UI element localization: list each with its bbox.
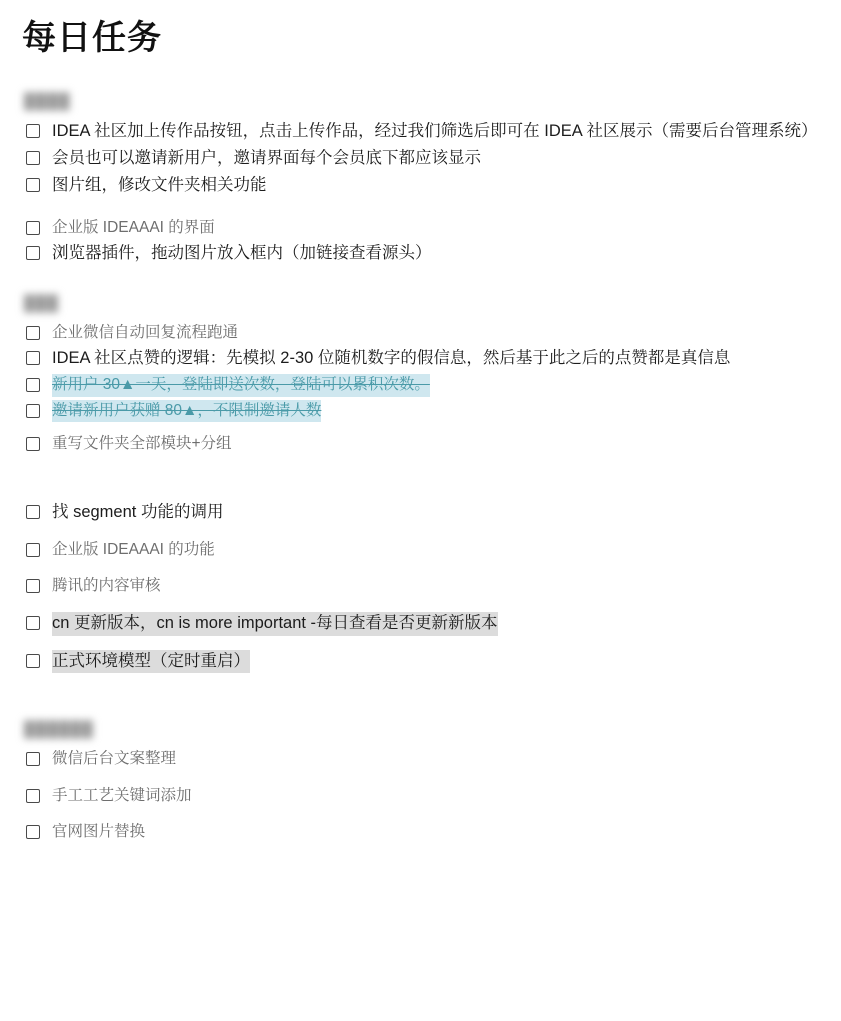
task-label: 官网图片替换 — [52, 823, 146, 841]
task-item[interactable] — [22, 374, 819, 396]
task-item[interactable] — [22, 748, 819, 770]
task-item[interactable] — [22, 400, 819, 422]
task-checkbox[interactable] — [26, 124, 40, 138]
task-checkbox[interactable] — [26, 654, 40, 668]
task-label: 腾讯的内容审核 — [52, 577, 161, 595]
group-header-label: ███ — [24, 294, 59, 312]
task-checkbox[interactable] — [26, 246, 40, 260]
task-group-2 — [22, 295, 819, 456]
spacer — [22, 459, 819, 485]
task-checkbox[interactable] — [26, 404, 40, 418]
task-label: 企业版 IDEAAAI 的功能 — [52, 540, 215, 558]
group-header-label: ██████ — [24, 721, 94, 739]
spacer — [22, 687, 819, 713]
task-checkbox[interactable] — [26, 825, 40, 839]
spacer — [22, 269, 819, 295]
task-label: IDEA 社区点赞的逻辑：先模拟 2-30 位随机数字的假信息，然后基于此之后的点赞都是真信息 — [52, 349, 731, 368]
task-item[interactable] — [22, 539, 819, 561]
task-item[interactable] — [22, 174, 819, 198]
task-item[interactable] — [22, 242, 819, 266]
group-header-label: ████ — [24, 92, 71, 110]
task-group-3 — [22, 501, 819, 674]
task-checkbox[interactable] — [26, 752, 40, 766]
task-checkbox[interactable] — [26, 326, 40, 340]
task-checkbox[interactable] — [26, 178, 40, 192]
task-checkbox[interactable] — [26, 789, 40, 803]
task-checkbox[interactable] — [26, 579, 40, 593]
task-label: IDEA 社区加上传作品按钮，点击上传作品，经过我们筛选后即可在 IDEA 社区展示（需要后台管理系统） — [52, 121, 818, 140]
task-checkbox[interactable] — [26, 505, 40, 519]
task-checkbox[interactable] — [26, 378, 40, 392]
task-item[interactable] — [22, 217, 819, 239]
spacer — [22, 485, 819, 501]
group-header-1 — [24, 93, 819, 110]
task-item[interactable] — [22, 120, 819, 144]
task-label: 企业微信自动回复流程跑通 — [52, 323, 239, 341]
task-label: 图片组，修改文件夹相关功能 — [52, 175, 267, 194]
spacer — [22, 201, 819, 217]
spacer — [22, 713, 819, 721]
task-checkbox[interactable] — [26, 221, 40, 235]
task-checkbox[interactable] — [26, 351, 40, 365]
task-label: 找 segment 功能的调用 — [52, 502, 224, 521]
task-checkbox[interactable] — [26, 616, 40, 630]
task-item[interactable] — [22, 147, 819, 171]
task-label: 正式环境模型（定时重启） — [52, 650, 250, 674]
task-group-1 — [22, 93, 819, 266]
task-item[interactable] — [22, 501, 819, 525]
task-item[interactable] — [22, 785, 819, 807]
task-checkbox[interactable] — [26, 437, 40, 451]
task-label: cn 更新版本，cn is more important -每日查看是否更新新版本 — [52, 612, 498, 636]
task-label: 新用户 30▲一天，登陆即送次数，登陆可以累积次数。 — [52, 374, 430, 396]
group-header-4 — [24, 721, 819, 738]
task-group-4 — [22, 721, 819, 843]
task-item[interactable] — [22, 433, 819, 455]
page-title: 每日任务 — [22, 19, 162, 57]
task-checkbox[interactable] — [26, 543, 40, 557]
task-item[interactable] — [22, 575, 819, 597]
task-label: 浏览器插件，拖动图片放入框内（加链接查看源头） — [52, 244, 432, 263]
group-header-2 — [24, 295, 819, 312]
task-item[interactable] — [22, 650, 819, 674]
task-label: 微信后台文案整理 — [52, 750, 177, 768]
task-label: 邀请新用户获赠 80▲，不限制邀请人数 — [52, 400, 321, 422]
spacer — [22, 425, 819, 433]
task-label: 会员也可以邀请新用户，邀请界面每个会员底下都应该显示 — [52, 148, 481, 167]
task-item[interactable] — [22, 322, 819, 344]
task-item[interactable] — [22, 347, 819, 371]
task-checkbox[interactable] — [26, 151, 40, 165]
task-label: 企业版 IDEAAAI 的界面 — [52, 218, 215, 236]
task-item[interactable] — [22, 612, 819, 636]
task-item[interactable] — [22, 821, 819, 843]
task-label: 手工工艺关键词添加 — [52, 786, 192, 804]
task-label: 重写文件夹全部模块+分组 — [52, 435, 232, 453]
